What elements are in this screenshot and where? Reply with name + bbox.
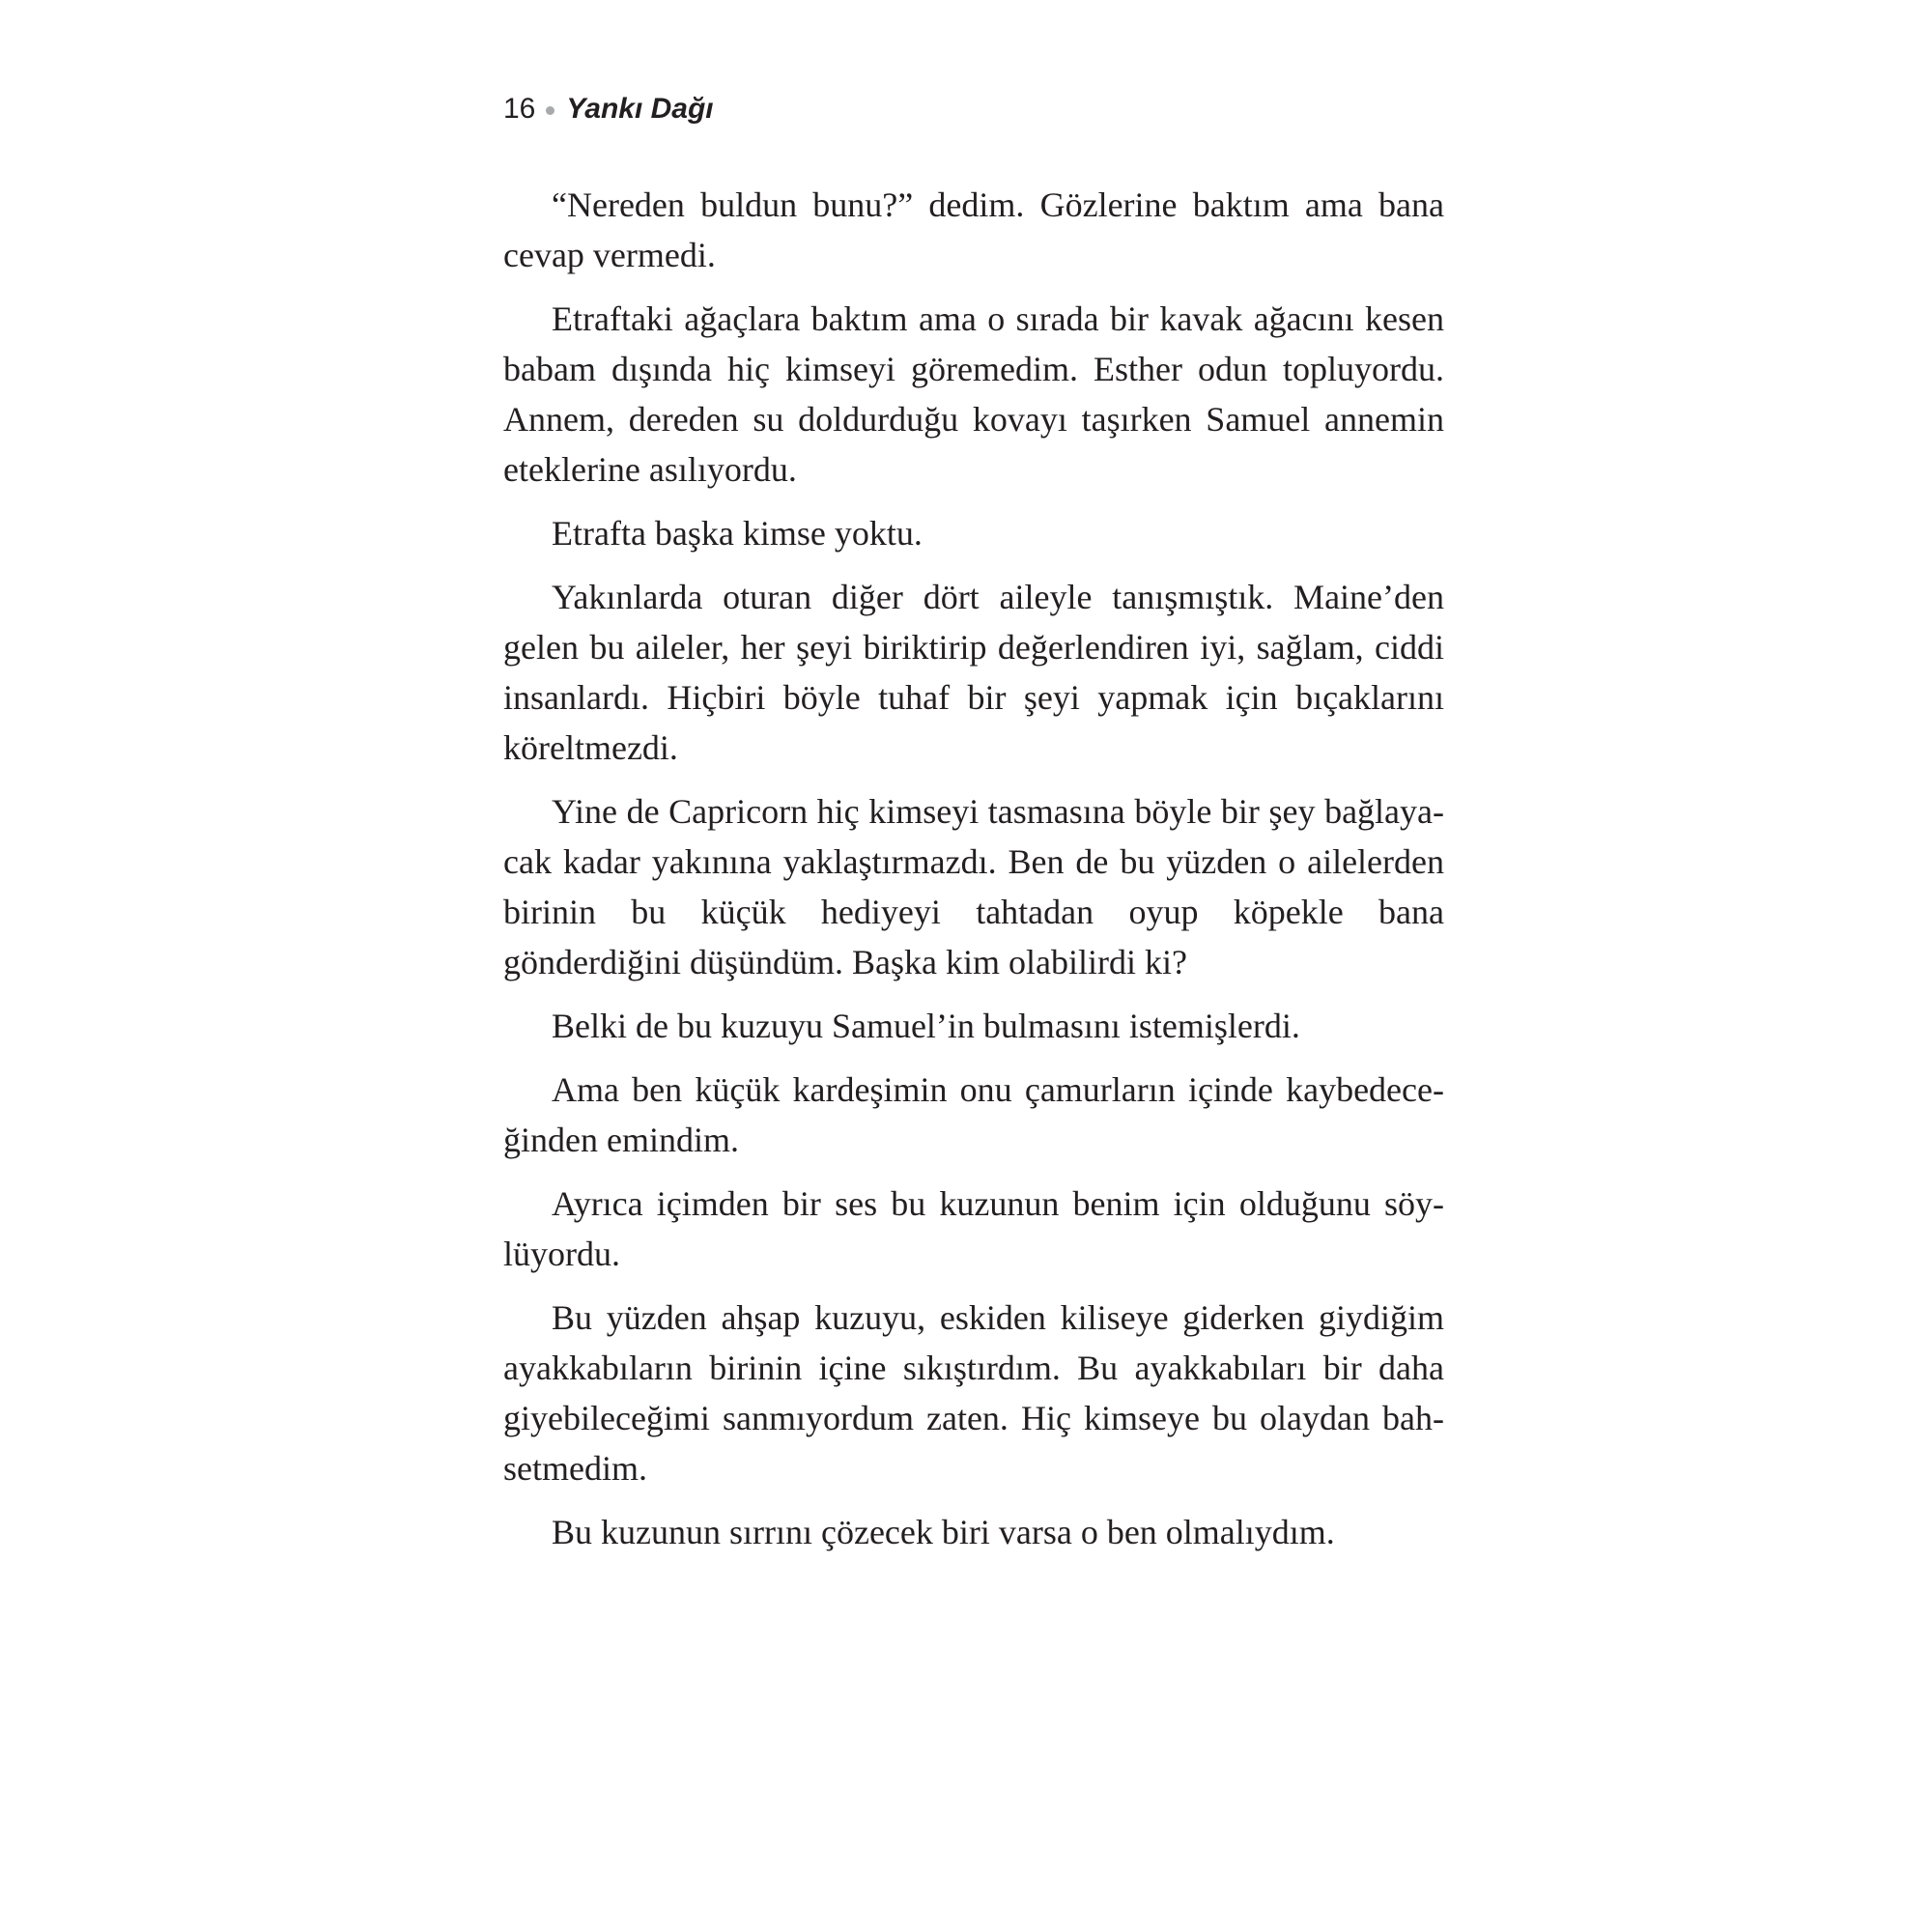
- paragraph: Belki de bu kuzuyu Samuel’in bulmasını istemişlerdi.: [552, 1007, 1300, 1045]
- paragraph: Ayrıca içimden bir ses bu kuzunun benim için olduğunu söylüyordu.: [503, 1184, 1444, 1273]
- paragraph: Ama ben küçük kardeşimin onu çamurların içinde kaybedeceğinden emindim.: [503, 1070, 1444, 1159]
- paragraph: Bu kuzunun sırrını çözecek biri varsa o ben olmalıydım.: [552, 1513, 1335, 1551]
- running-head: [503, 93, 714, 126]
- body-text: [503, 180, 1444, 1571]
- page-number: 16: [503, 93, 536, 125]
- paragraph: Etraftaki ağaçlara baktım ama o sırada bir kavak ağacını kesen babam dışında hiç kimseyi göremedim. Esther odun topluyordu. Annem, dereden su doldurduğu kovayı taşırken Samuel annemin eteklerine asılıyordu.: [503, 299, 1444, 489]
- paragraph: “Nereden buldun bunu?” dedim. Gözlerine baktım ama bana cevap vermedi.: [503, 185, 1444, 274]
- paragraph: Etrafta başka kimse yoktu.: [552, 514, 923, 553]
- book-title: Yankı Dağı: [566, 93, 714, 125]
- paragraph: Yine de Capricorn hiç kimseyi tasmasına böyle bir şey bağlayacak kadar yakınına yaklaştırmazdı. Ben de bu yüzden o ailelerden birinin bu küçük hediyeyi tahtadan oyup köpekle bana gönderdiğini düşündüm. Başka kim olabilirdi ki?: [503, 792, 1444, 981]
- bullet-separator: [546, 106, 554, 115]
- paragraph: Bu yüzden ahşap kuzuyu, eskiden kiliseye giderken giydiğim ayakkabıların birinin içine sıkıştırdım. Bu ayakkabıları bir daha giyebileceğimi sanmıyordum zaten. Hiç kimseye bu olaydan bahsetmedim.: [503, 1298, 1444, 1488]
- paragraph: Yakınlarda oturan diğer dört aileyle tanışmıştık. Maine’den gelen bu aileler, her şeyi biriktirip değerlendiren iyi, sağlam, ciddi insanlardı. Hiçbiri böyle tuhaf bir şeyi yapmak için bıçaklarını köreltmezdi.: [503, 578, 1444, 767]
